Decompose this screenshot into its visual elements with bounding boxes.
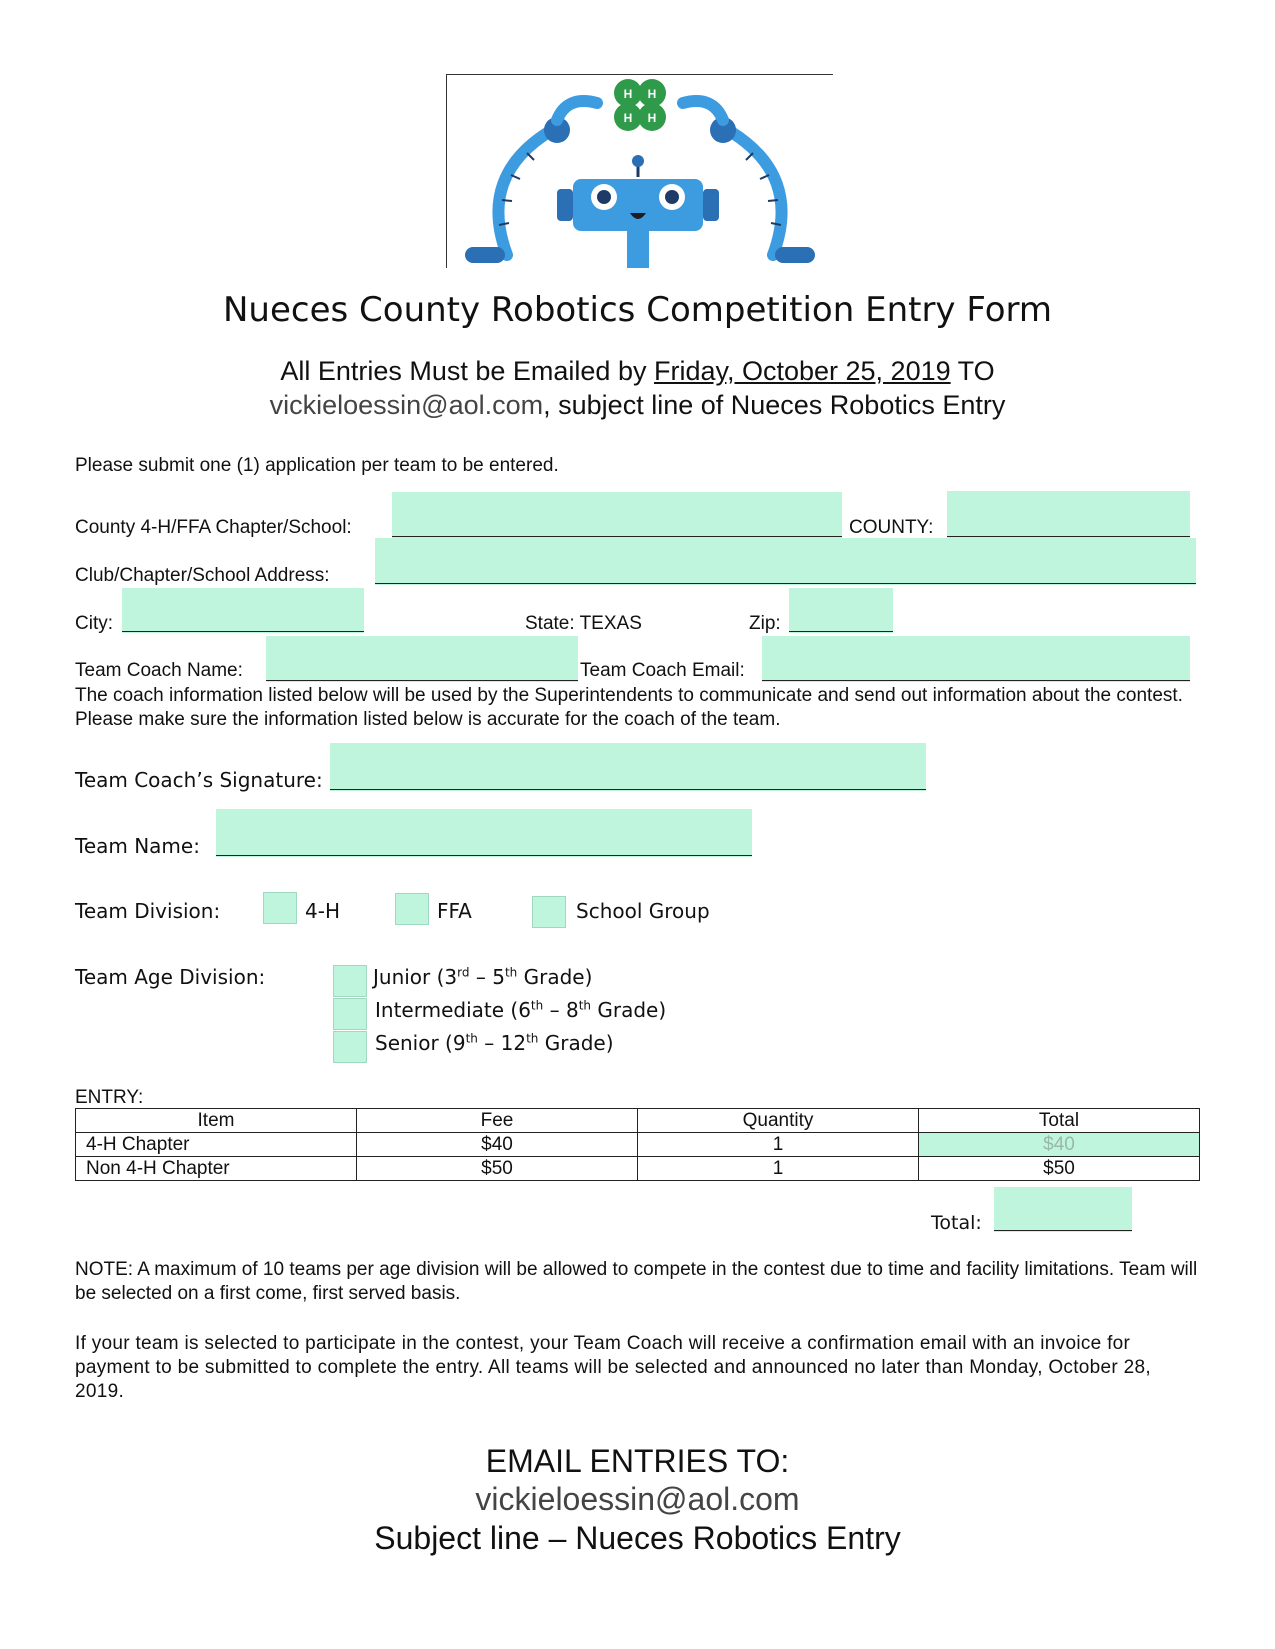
division-ffa-label: FFA — [437, 899, 472, 923]
clover-icon — [614, 79, 666, 131]
deadline-email[interactable]: vickieloessin@aol.com — [269, 390, 544, 420]
zip-label: Zip: — [749, 613, 781, 634]
age-intermediate-checkbox[interactable] — [333, 998, 367, 1030]
deadline-email-line — [0, 390, 1275, 421]
header-fee: Fee — [357, 1109, 638, 1133]
signature-underline — [330, 789, 926, 790]
age-senior-checkbox[interactable] — [333, 1031, 367, 1063]
zip-underline — [789, 631, 893, 632]
robot-clover-logo — [447, 75, 833, 268]
grand-total-field[interactable] — [994, 1187, 1132, 1232]
coach-email-field[interactable] — [762, 636, 1190, 682]
chapter-label: County 4-H/FFA Chapter/School: — [75, 517, 352, 538]
age-intermediate-label: Intermediate (6th – 8th Grade) — [375, 998, 667, 1022]
entry-label: ENTRY: — [75, 1087, 144, 1108]
division-ffa-checkbox[interactable] — [395, 893, 429, 925]
coach-name-label: Team Coach Name: — [75, 660, 243, 681]
city-underline — [122, 631, 364, 632]
signature-field[interactable] — [330, 743, 926, 791]
coach-note: The coach information listed below will be used by the Superintendents to communicate and send out information about the contest. Please make sure the information listed below is accurate for the coach of the team. — [75, 685, 1183, 730]
row-fee: $40 — [357, 1133, 638, 1157]
total-label: Total: — [931, 1212, 982, 1234]
coach-email-label: Team Coach Email: — [580, 660, 745, 681]
chapter-field[interactable] — [392, 492, 842, 538]
coach-name-underline — [266, 680, 578, 681]
row-fee: $50 — [357, 1157, 638, 1181]
team-name-field[interactable] — [216, 809, 752, 857]
deadline-line — [0, 356, 1275, 387]
coach-email-underline — [762, 680, 1190, 681]
clover-letter: H — [623, 87, 633, 101]
deadline-prefix: All Entries Must be Emailed by — [280, 356, 654, 386]
division-4h-checkbox[interactable] — [263, 892, 297, 924]
clover-letter: H — [647, 87, 657, 101]
table-row — [76, 1157, 1200, 1181]
division-school-group-label: School Group — [576, 899, 710, 923]
coach-name-field[interactable] — [266, 636, 578, 682]
zip-field[interactable] — [789, 588, 893, 633]
deadline-date: Friday, October 25, 2019 — [653, 356, 951, 386]
footer-subject: Subject line – Nueces Robotics Entry — [374, 1520, 901, 1556]
row-quantity: 1 — [638, 1157, 919, 1181]
signature-label: Team Coach’s Signature: — [75, 768, 323, 792]
deadline-subject: , subject line of Nueces Robotics Entry — [543, 390, 1006, 420]
county-field[interactable] — [947, 491, 1190, 538]
age-division-label: Team Age Division: — [75, 965, 266, 989]
city-label: City: — [75, 613, 113, 634]
team-name-label: Team Name: — [75, 834, 200, 858]
grand-total-underline — [994, 1230, 1132, 1231]
row-item: Non 4-H Chapter — [76, 1157, 357, 1181]
row-total: $50 — [919, 1157, 1200, 1181]
selection-note: If your team is selected to participate in the contest, your Team Coach will receive a confirmation email with an invoice for payment to be submitted to complete the entry. All teams will be selected and announced no later than Monday, October 28, 2019. — [75, 1333, 1151, 1402]
header-quantity: Quantity — [638, 1109, 919, 1133]
address-field[interactable] — [375, 538, 1196, 585]
age-senior-label: Senior (9th – 12th Grade) — [375, 1031, 614, 1055]
address-underline — [375, 583, 1196, 584]
team-division-label: Team Division: — [75, 899, 221, 923]
address-label: Club/Chapter/School Address: — [75, 565, 330, 586]
header-item: Item — [76, 1109, 357, 1133]
table-header-row — [76, 1109, 1200, 1133]
row-quantity: 1 — [638, 1133, 919, 1157]
capacity-note: NOTE: A maximum of 10 teams per age division will be allowed to compete in the contest due to time and facility limitations. Team will be selected on a first come, first served basis. — [75, 1259, 1198, 1304]
footer-heading: EMAIL ENTRIES TO: — [485, 1443, 790, 1479]
county-underline — [947, 536, 1190, 537]
clover-letter: H — [647, 111, 657, 125]
row-total-field[interactable]: $40 — [919, 1133, 1200, 1157]
age-junior-checkbox[interactable] — [333, 965, 367, 997]
header-total: Total — [919, 1109, 1200, 1133]
division-4h-label: 4-H — [305, 899, 340, 923]
entry-table — [75, 1108, 1200, 1181]
deadline-suffix: TO — [950, 356, 995, 386]
state-label: State: TEXAS — [525, 613, 642, 634]
division-school-group-checkbox[interactable] — [532, 896, 566, 928]
team-name-underline — [216, 855, 752, 856]
footer-email[interactable]: vickieloessin@aol.com — [475, 1481, 800, 1517]
chapter-underline — [392, 536, 842, 537]
age-junior-label: Junior (3rd – 5th Grade) — [373, 965, 593, 989]
instructions: Please submit one (1) application per team to be entered. — [75, 455, 559, 476]
city-field[interactable] — [122, 588, 364, 633]
table-row — [76, 1133, 1200, 1157]
page-title: Nueces County Robotics Competition Entry Form — [223, 290, 1052, 330]
logo — [446, 74, 833, 268]
county-label: COUNTY: — [849, 517, 934, 538]
row-item: 4-H Chapter — [76, 1133, 357, 1157]
clover-letter: H — [623, 111, 633, 125]
